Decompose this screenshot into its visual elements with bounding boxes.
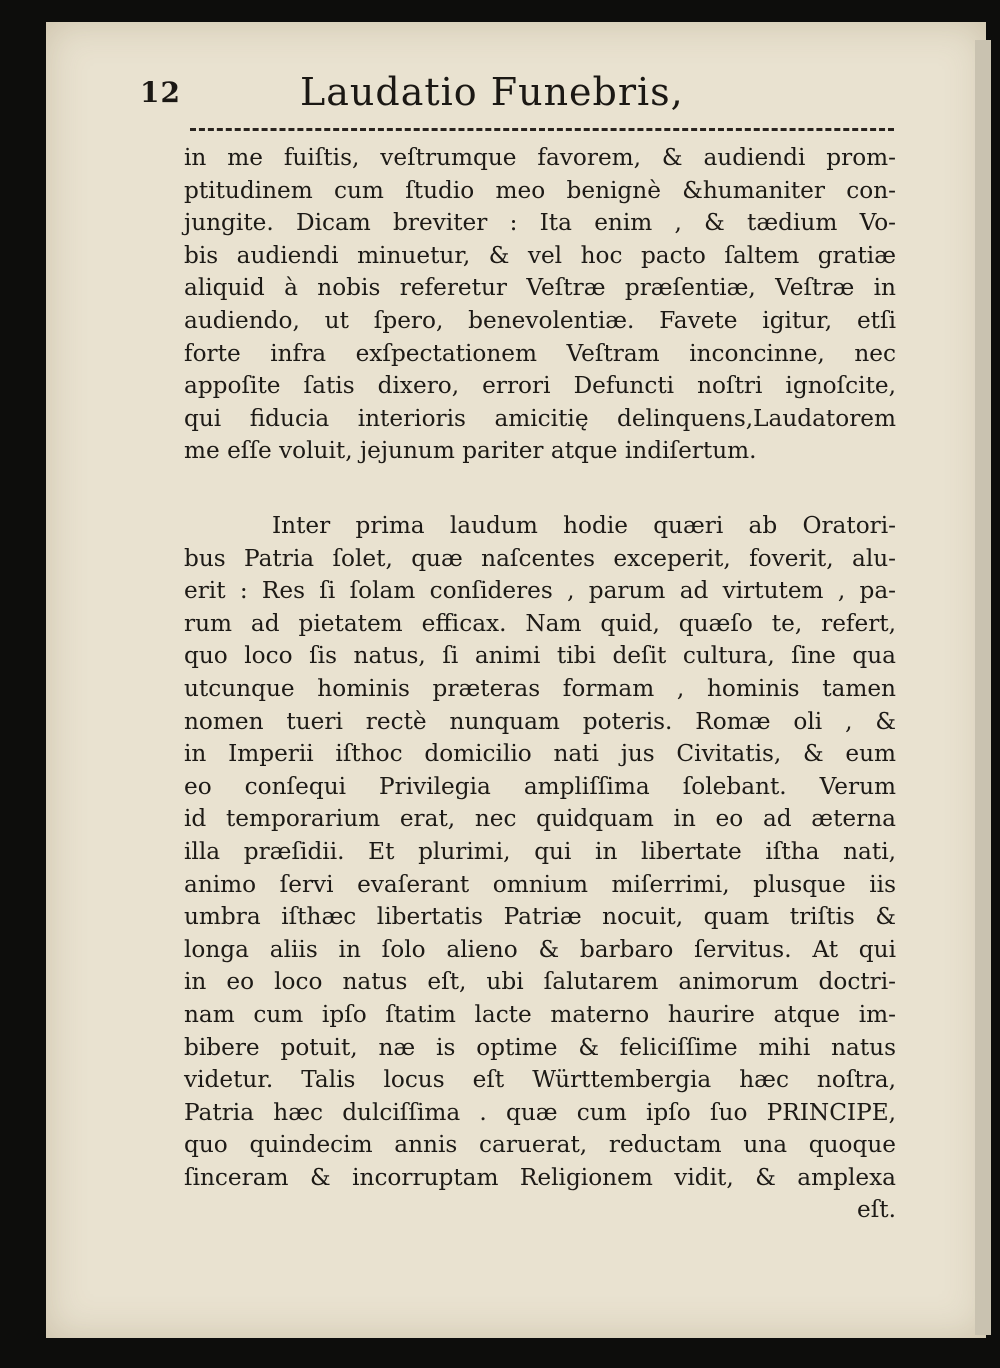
page-edge <box>975 40 991 1335</box>
text-line: Inter prima laudum hodie quæri ab Oratori- <box>272 512 896 539</box>
text-line: bis audiendi minuetur, & vel hoc pacto ſaltem gratiæ <box>184 241 896 269</box>
text-line: umbra iſthæc libertatis Patriæ nocuit, quam triſtis & <box>184 903 896 931</box>
text-line: eo conſequi Privilegia ampliſſima ſolebant. Verum <box>184 772 896 800</box>
text-line: bus Patria ſolet, quæ naſcentes exceperit, foverit, alu- <box>184 544 896 572</box>
text-line: appoſite ſatis dixero, errori Defuncti noſtri ignoſcite, <box>184 372 896 400</box>
text-line: me eſſe voluit, jejunum pariter atque indiſertum. <box>184 437 757 465</box>
text-line: longa aliis in ſolo alieno & barbaro ſervitus. At qui <box>184 935 896 963</box>
page-header <box>140 52 860 112</box>
header-rule <box>190 128 894 135</box>
text-line: in Imperii iſthoc domicilio nati jus Civitatis, & eum <box>184 740 896 768</box>
text-line: nomen tueri rectè nunquam poteris. Romæ oli , & <box>184 707 896 735</box>
text-line: aliquid à nobis referetur Veſtræ præſentiæ, Veſtræ in <box>184 274 896 302</box>
text-line: illa præſidii. Et plurimi, qui in libertate iſtha nati, <box>184 837 896 865</box>
text-line: forte infra exſpectationem Veſtram inconcinne, nec <box>184 339 896 367</box>
page-number: 12 <box>140 76 181 109</box>
text-line: ptitudinem cum ſtudio meo benignè &humaniter con- <box>184 176 896 204</box>
text-line: in eo loco natus eſt, ubi ſalutarem animorum doctri- <box>184 968 896 996</box>
text-line: bibere potuit, næ is optime & feliciſſime mihi natus <box>184 1033 896 1061</box>
text-line: ſinceram & incorruptam Religionem vidit, & amplexa <box>184 1163 896 1191</box>
text-line: utcunque hominis præteras formam , hominis tamen <box>184 674 896 702</box>
running-title: Laudatio Funebris, <box>300 70 684 114</box>
text-line: id temporarium erat, nec quidquam in eo ad æterna <box>184 805 896 833</box>
text-line: animo ſervi evaſerant omnium miſerrimi, plusque iis <box>184 870 896 898</box>
text-line: erit : Res ſi ſolam conſideres , parum ad virtutem , pa- <box>184 577 896 605</box>
text-line: nam cum ipſo ſtatim lacte materno haurire atque im- <box>184 1000 896 1028</box>
text-line: quo loco ſis natus, ſi animi tibi deſit cultura, ſine qua <box>184 642 896 670</box>
text-line: jungite. Dicam breviter : Ita enim , & tædium Vo- <box>184 209 896 237</box>
paragraph-2 <box>184 510 896 1227</box>
text-line: audiendo, ut ſpero, benevolentiæ. Favete igitur, etſi <box>184 306 896 334</box>
text-line: qui fiducia interioris amicitię delinquens,Laudatorem <box>184 404 896 432</box>
text-line: in me fuiſtis, veſtrumque favorem, & audiendi prom- <box>184 144 896 171</box>
text-line: eſt. <box>857 1196 896 1224</box>
text-line: rum ad pietatem efficax. Nam quid, quæſo te, refert, <box>184 609 896 637</box>
paragraph-1 <box>184 142 896 468</box>
text-line: videtur. Talis locus eſt Württembergia hæc noſtra, <box>184 1066 896 1094</box>
text-line: quo quindecim annis caruerat, reductam una quoque <box>184 1131 896 1159</box>
text-line: Patria hæc dulciſſima . quæ cum ipſo ſuo PRINCIPE, <box>184 1098 896 1126</box>
